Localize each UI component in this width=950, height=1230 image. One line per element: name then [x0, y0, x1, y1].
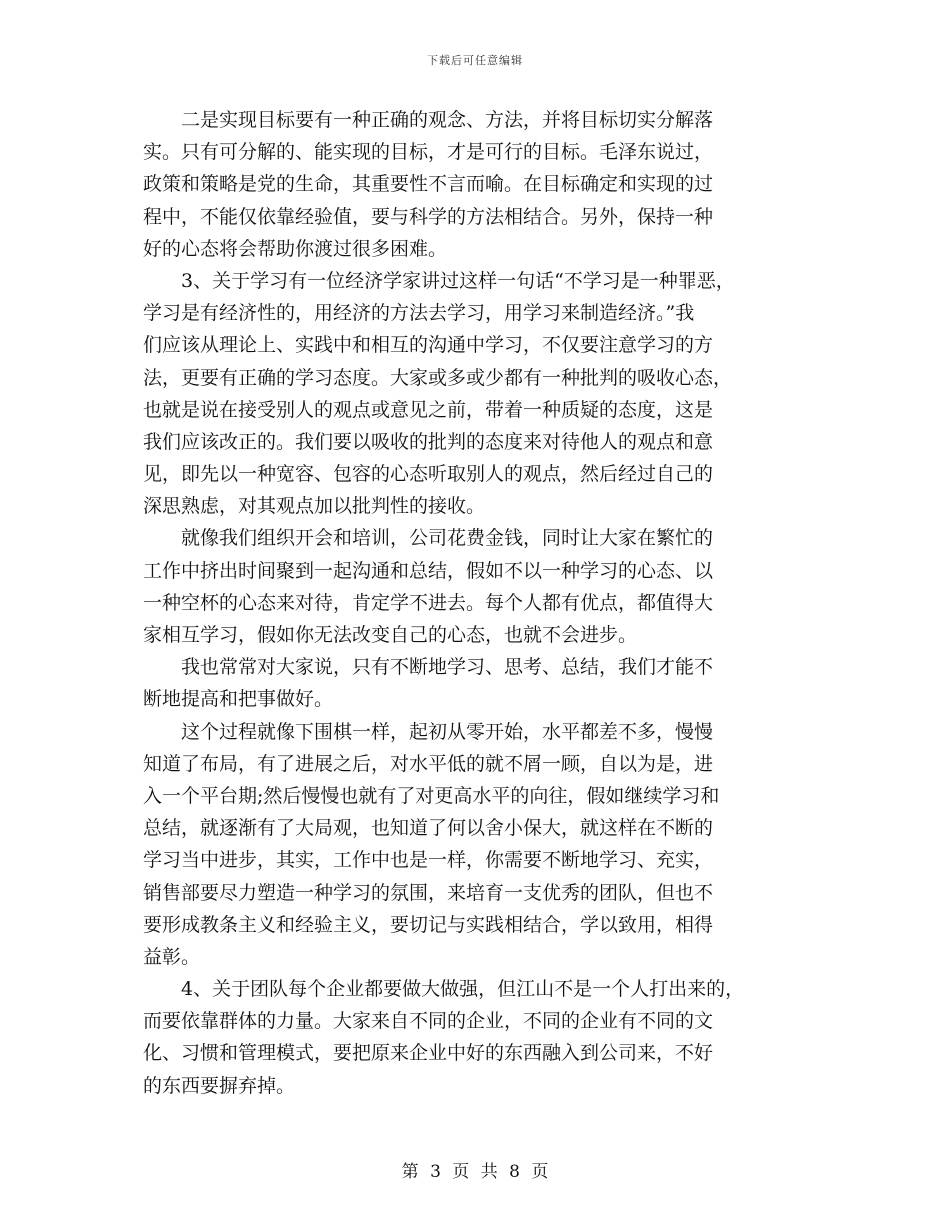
text-line: 4、关于团队每个企业都要做大做强，但江山不是一个人打出来的， — [143, 978, 745, 1001]
text-line: 就像我们组织开会和培训，公司花费金钱，同时让大家在繁忙的 — [143, 527, 714, 550]
text-line: 学习当中进步，其实，工作中也是一样，你需要不断地学习、充实， — [143, 849, 714, 872]
text-line: 化、习惯和管理模式，要把原来企业中好的东西融入到公司来，不好 — [143, 1042, 714, 1065]
text-line: 们应该从理论上、实践中和相互的沟通中学习，不仅要注意学习的方 — [143, 334, 714, 357]
text-line: 入一个平台期;然后慢慢也就有了对更高水平的向往，假如继续学习和 — [143, 784, 720, 807]
text-line: 二是实现目标要有一种正确的观念、方法，并将目标切实分解落 — [143, 109, 714, 131]
text-line: 家相互学习，假如你无法改变自己的心态，也就不会进步。 — [143, 624, 638, 646]
text-line: 总结，就逐渐有了大局观，也知道了何以舍小保大，就这样在不断的 — [143, 817, 714, 840]
text-line: 3、关于学习有一位经济学家讲过这样一句话“不学习是一种罪恶， — [143, 269, 735, 292]
text-line: 益彰。 — [143, 945, 201, 968]
text-line: 深思熟虑，对其观点加以批判性的接收。 — [143, 495, 486, 518]
text-line: 也就是说在接受别人的观点或意见之前，带着一种质疑的态度，这是 — [143, 398, 714, 421]
text-line: 学习是有经济性的，用经济的方法去学习，用学习来制造经济。”我 — [143, 302, 695, 325]
text-line: 一种空杯的心态来对待，肯定学不进去。每个人都有优点，都值得大 — [143, 591, 714, 614]
page-header: 下载后可任意编辑 — [427, 54, 523, 67]
text-line: 实。只有可分解的、能实现的目标，才是可行的目标。毛泽东说过， — [143, 141, 714, 164]
text-line: 知道了布局，有了进展之后，对水平低的就不屑一顾，自以为是，进 — [143, 752, 714, 775]
document-body — [143, 104, 815, 1102]
text-line: 我们应该改正的。我们要以吸收的批判的态度来对待他人的观点和意 — [143, 430, 714, 453]
text-line: 销售部要尽力塑造一种学习的氛围，来培育一支优秀的团队，但也不 — [143, 881, 714, 904]
text-line: 我也常常对大家说，只有不断地学习、思考、总结，我们才能不 — [143, 656, 714, 679]
text-line: 工作中挤出时间聚到一起沟通和总结，假如不以一种学习的心态、以 — [143, 559, 714, 582]
text-line: 断地提高和把事做好。 — [143, 688, 334, 711]
text-line: 政策和策略是党的生命，其重要性不言而喻。在目标确定和实现的过 — [143, 173, 714, 196]
text-line: 要形成教条主义和经验主义，要切记与实践相结合，学以致用，相得 — [143, 913, 714, 936]
text-line: 见，即先以一种宽容、包容的心态听取别人的观点，然后经过自己的 — [143, 463, 714, 486]
text-line: 法，更要有正确的学习态度。大家或多或少都有一种批判的吸收心态， — [143, 366, 733, 389]
text-line: 程中，不能仅依靠经验值，要与科学的方法相结合。另外，保持一种 — [143, 205, 714, 228]
text-line: 这个过程就像下围棋一样，起初从零开始，水平都差不多，慢慢 — [143, 720, 714, 743]
text-line: 好的心态将会帮助你渡过很多困难。 — [143, 237, 448, 260]
page-footer: 第 3 页 共 8 页 — [401, 1162, 549, 1182]
text-line: 的东西要摒弃掉。 — [143, 1074, 296, 1097]
text-line: 而要依靠群体的力量。大家来自不同的企业，不同的企业有不同的文 — [143, 1010, 714, 1033]
